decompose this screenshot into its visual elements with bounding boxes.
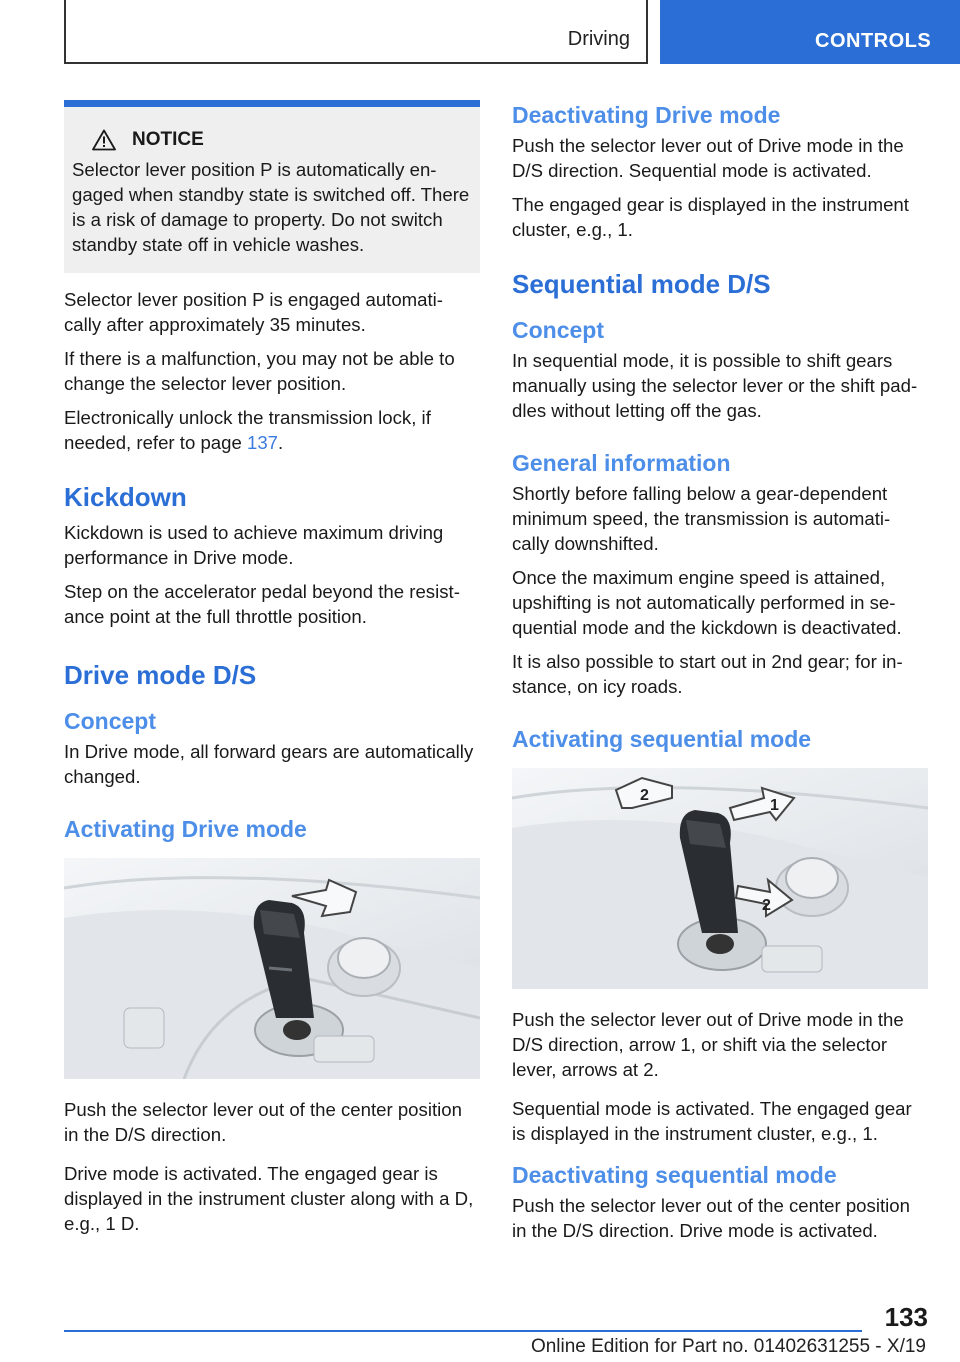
subsection-title-activating-drive: Activating Drive mode bbox=[64, 816, 307, 842]
left-column bbox=[64, 100, 480, 1245]
warning-triangle-icon bbox=[92, 129, 116, 151]
paragraph-end: . bbox=[278, 432, 284, 453]
subsection-title-deactivating-sequential: Deactivating sequential mode bbox=[512, 1162, 837, 1188]
paragraph: It is also possible to start out in 2nd gear; for in- stance, on icy roads. bbox=[512, 651, 903, 697]
paragraph: Step on the accelerator pedal beyond the resist- ance point at the full throttle position. bbox=[64, 581, 460, 627]
section-title-kickdown: Kickdown bbox=[64, 482, 187, 512]
arrow-label-2: 2 bbox=[640, 787, 649, 804]
paragraph: In Drive mode, all forward gears are automatically changed. bbox=[64, 741, 474, 787]
subsection-title-concept: Concept bbox=[512, 317, 604, 343]
selector-lever-sequential-illustration bbox=[512, 768, 928, 989]
header-chapter: CONTROLS bbox=[815, 30, 932, 52]
selector-lever-illustration bbox=[64, 858, 480, 1079]
notice-title: NOTICE bbox=[132, 129, 204, 150]
paragraph-with-page-ref bbox=[64, 405, 480, 455]
header-chapter-tab bbox=[660, 0, 960, 64]
paragraph: Push the selector lever out of the center position in the D/S direction. Drive mode is activated. bbox=[512, 1195, 910, 1241]
subsection-title-general-information: General information bbox=[512, 450, 731, 476]
figure-selector-lever-drive bbox=[64, 858, 480, 1079]
paragraph: Push the selector lever out of Drive mode in the D/S direction. Sequential mode is activated. bbox=[512, 135, 904, 181]
section-title-sequential-mode: Sequential mode D/S bbox=[512, 269, 771, 299]
page-number: 133 bbox=[884, 1302, 928, 1332]
figure-selector-lever-sequential bbox=[512, 768, 928, 989]
subsection-title-activating-sequential: Activating sequential mode bbox=[512, 726, 812, 752]
arrow-label-2: 2 bbox=[762, 897, 771, 914]
header-section-box bbox=[64, 0, 648, 64]
right-column bbox=[512, 100, 928, 1252]
paragraph-text: Electronically unlock the transmission lock, if needed, refer to page bbox=[64, 407, 431, 453]
paragraph: Shortly before falling below a gear-dependent minimum speed, the transmission is automati- cally downshifted. bbox=[512, 483, 891, 554]
paragraph: Once the maximum engine speed is attained, upshifting is not automatically performed in se- quential mode and the kickdown is deactivated. bbox=[512, 567, 902, 638]
page-ref-link[interactable]: 137 bbox=[246, 432, 279, 453]
subsection-title-deactivating-drive: Deactivating Drive mode bbox=[512, 102, 781, 128]
paragraph: If there is a malfunction, you may not be able to change the selector lever position. bbox=[64, 348, 455, 394]
footer-edition: Online Edition for Part no. 01402631255 - X/19 bbox=[530, 1336, 926, 1357]
footer-divider bbox=[64, 1330, 862, 1332]
arrow-label-1: 1 bbox=[770, 797, 779, 814]
figure-caption: Push the selector lever out of the center position in the D/S direction. bbox=[64, 1099, 462, 1145]
subsection-title-concept: Concept bbox=[64, 708, 156, 734]
paragraph: Selector lever position P is engaged automati- cally after approximately 35 minutes. bbox=[64, 289, 443, 335]
notice-header bbox=[92, 129, 472, 151]
paragraph: The engaged gear is displayed in the instrument cluster, e.g., 1. bbox=[512, 194, 909, 240]
header-section: Driving bbox=[567, 28, 630, 50]
notice-box bbox=[64, 100, 480, 273]
paragraph: Kickdown is used to achieve maximum driving performance in Drive mode. bbox=[64, 522, 444, 568]
notice-text: Selector lever position P is automatically en- gaged when standby state is switched off. There is a risk of damage to property. Do not switch standby state off in vehicle washes. bbox=[72, 159, 470, 255]
section-title-drive-mode: Drive mode D/S bbox=[64, 660, 257, 690]
paragraph: Drive mode is activated. The engaged gear is displayed in the instrument cluster along with a D, e.g., 1 D. bbox=[64, 1163, 474, 1234]
figure-caption: Push the selector lever out of Drive mode in the D/S direction, arrow 1, or shift via the selector lever, arrows at 2. bbox=[512, 1009, 904, 1080]
paragraph: Sequential mode is activated. The engaged gear is displayed in the instrument cluster, e.g., 1. bbox=[512, 1098, 912, 1144]
paragraph: In sequential mode, it is possible to shift gears manually using the selector lever or the shift pad- dles without letting off the gas. bbox=[512, 350, 918, 421]
